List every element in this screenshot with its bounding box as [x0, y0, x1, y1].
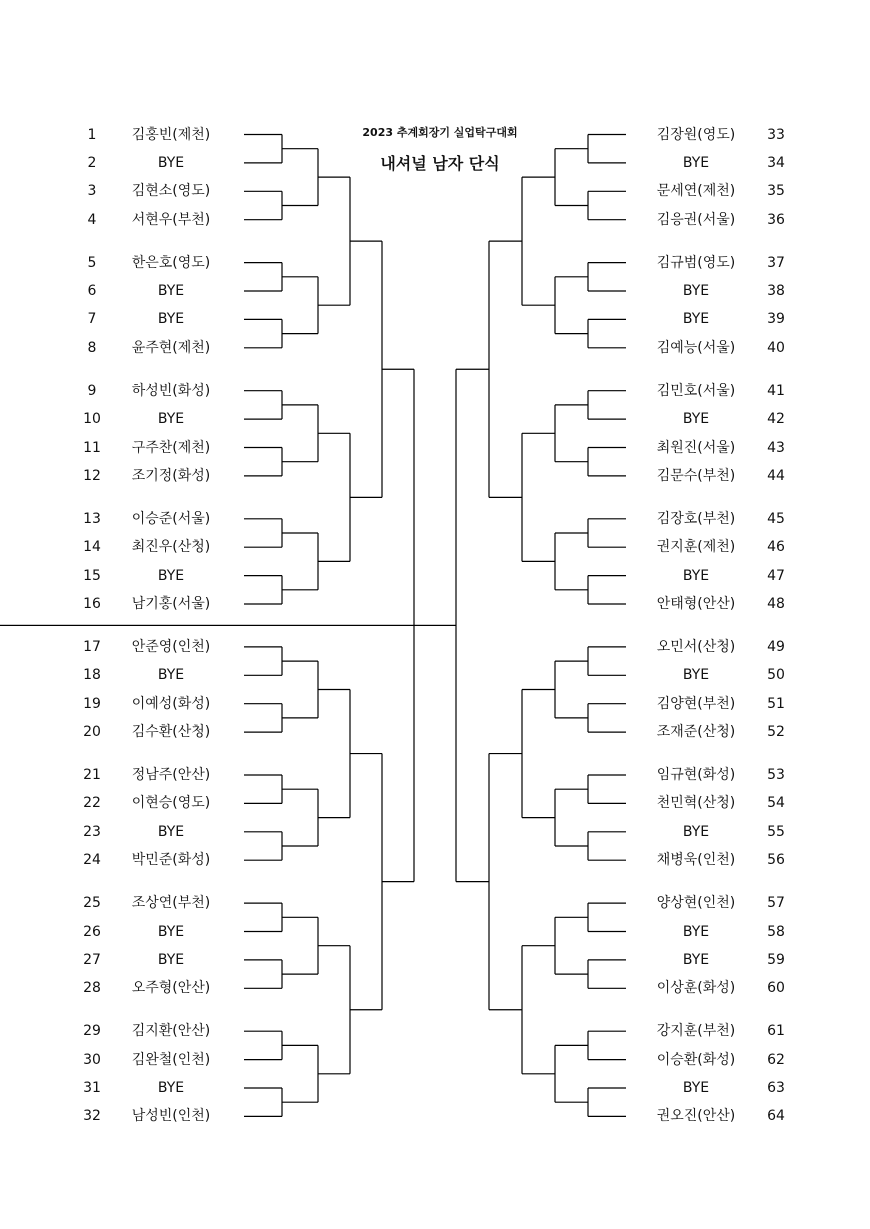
seed-number: 4 — [87, 211, 97, 228]
player-name: 김양현(부천) — [656, 695, 736, 712]
player-name: 김규범(영도) — [656, 254, 736, 271]
player-name: 이승준(서울) — [131, 510, 211, 527]
player-name: 김민호(서울) — [656, 382, 736, 399]
player-name: 양상현(인천) — [656, 895, 736, 912]
seed-number: 30 — [83, 1051, 101, 1068]
player-name: 김문수(부천) — [656, 467, 736, 484]
seed-number: 45 — [767, 510, 785, 527]
seed-number: 61 — [767, 1023, 785, 1040]
player-name: 이현승(영도) — [131, 795, 211, 812]
seed-number: 8 — [87, 339, 97, 356]
player-name: 정남주(안산) — [131, 767, 211, 783]
player-name: 서현우(부천) — [131, 211, 211, 228]
seed-number: 60 — [767, 980, 785, 997]
player-name: BYE — [157, 411, 185, 428]
seed-number: 18 — [83, 667, 101, 684]
tournament-title: 2023 추계회장기 실업탁구대회 — [362, 126, 518, 139]
seed-number: 16 — [83, 596, 101, 612]
seed-number: 5 — [87, 254, 97, 271]
player-name: 권지훈(제천) — [656, 539, 736, 556]
seed-number: 43 — [767, 439, 785, 456]
seed-number: 46 — [767, 539, 785, 556]
seed-number: 3 — [87, 183, 97, 200]
seed-number: 54 — [767, 795, 785, 812]
seed-number: 57 — [767, 895, 785, 912]
seed-number: 40 — [767, 339, 785, 356]
player-name: 김홍빈(제천) — [131, 126, 211, 143]
player-name: BYE — [682, 1080, 710, 1096]
seed-number: 2 — [87, 154, 97, 171]
seed-number: 11 — [83, 439, 101, 456]
seed-number: 35 — [767, 183, 785, 200]
player-name: 안준영(인천) — [131, 638, 211, 655]
player-name: 하성빈(화성) — [131, 382, 211, 399]
player-name: 구주찬(제천) — [131, 439, 211, 456]
player-name: 권오진(안산) — [656, 1108, 736, 1125]
player-name: BYE — [682, 567, 710, 584]
player-name: 김현소(영도) — [131, 183, 211, 200]
player-name: BYE — [682, 823, 710, 840]
seed-number: 12 — [83, 467, 101, 484]
player-name: 남기홍(서울) — [131, 596, 211, 612]
seed-number: 14 — [83, 539, 101, 556]
seed-number: 47 — [767, 567, 785, 584]
seed-number: 26 — [83, 923, 101, 940]
player-name: BYE — [157, 923, 185, 940]
seed-number: 42 — [767, 411, 785, 428]
seed-number: 19 — [83, 695, 101, 712]
seed-number: 59 — [767, 951, 785, 968]
player-name: 박민준(화성) — [131, 852, 211, 869]
player-name: BYE — [157, 311, 185, 328]
player-name: 윤주현(제천) — [131, 339, 211, 356]
player-name: 이예성(화성) — [131, 695, 211, 712]
player-name: BYE — [157, 667, 185, 684]
seed-number: 51 — [767, 695, 785, 712]
seed-number: 24 — [83, 852, 101, 869]
player-name: 김장원(영도) — [656, 126, 736, 143]
seed-number: 27 — [83, 951, 101, 968]
seed-number: 50 — [767, 667, 785, 684]
player-name: BYE — [157, 951, 185, 968]
seed-number: 63 — [767, 1080, 785, 1096]
seed-number: 48 — [767, 596, 785, 612]
seed-number: 28 — [83, 980, 101, 997]
player-name: BYE — [682, 283, 710, 299]
seed-number: 58 — [767, 923, 785, 940]
player-name: 김수환(산청) — [131, 724, 211, 741]
seed-number: 37 — [767, 254, 785, 271]
seed-number: 7 — [87, 311, 97, 328]
seed-number: 36 — [767, 211, 785, 228]
seed-number: 1 — [87, 126, 97, 143]
player-name: 조재준(산청) — [656, 724, 736, 741]
seed-number: 21 — [83, 767, 101, 783]
event-title: 내셔널 남자 단식 — [380, 154, 500, 173]
player-name: BYE — [157, 567, 185, 584]
seed-number: 39 — [767, 311, 785, 328]
seed-number: 34 — [767, 154, 785, 171]
player-name: 김장호(부천) — [656, 510, 736, 527]
player-name: 김완철(인천) — [131, 1051, 211, 1068]
player-name: 한은호(영도) — [131, 254, 211, 271]
player-name: 최진우(산청) — [131, 539, 211, 556]
player-name: 문세연(제천) — [656, 183, 736, 200]
player-name: 이승환(화성) — [656, 1051, 736, 1068]
seed-number: 44 — [767, 467, 785, 484]
player-name: BYE — [682, 154, 710, 171]
player-name: 채병욱(인천) — [656, 852, 736, 869]
seed-number: 23 — [83, 823, 101, 840]
seed-number: 29 — [83, 1023, 101, 1040]
seed-number: 10 — [83, 411, 101, 428]
seed-number: 9 — [87, 382, 97, 399]
seed-number: 53 — [767, 767, 785, 783]
seed-number: 41 — [767, 382, 785, 399]
player-name: 천민혁(산청) — [656, 795, 736, 812]
seed-number: 25 — [83, 895, 101, 912]
seed-number: 55 — [767, 823, 785, 840]
player-name: 김지환(안산) — [131, 1023, 211, 1040]
player-name: 남성빈(인천) — [131, 1108, 211, 1125]
seed-number: 13 — [83, 510, 101, 527]
player-name: 안태형(안산) — [656, 596, 736, 612]
player-name: BYE — [157, 1080, 185, 1096]
player-name: 김예능(서울) — [656, 339, 736, 356]
player-name: 이상훈(화성) — [656, 980, 736, 997]
seed-number: 22 — [83, 795, 101, 812]
seed-number: 38 — [767, 283, 785, 299]
player-name: 강지훈(부천) — [656, 1023, 736, 1040]
player-name: BYE — [157, 154, 185, 171]
player-name: 오민서(산청) — [656, 638, 736, 655]
seed-number: 52 — [767, 724, 785, 741]
seed-number: 64 — [767, 1108, 785, 1125]
seed-number: 62 — [767, 1051, 785, 1068]
player-name: BYE — [682, 923, 710, 940]
seed-number: 56 — [767, 852, 785, 869]
player-name: BYE — [682, 311, 710, 328]
seed-number: 49 — [767, 638, 785, 655]
player-name: 오주형(안산) — [131, 980, 211, 997]
seed-number: 20 — [83, 724, 101, 741]
seed-number: 31 — [83, 1080, 101, 1096]
player-name: BYE — [682, 667, 710, 684]
player-name: 최원진(서울) — [656, 439, 736, 456]
seed-number: 17 — [83, 638, 101, 655]
player-name: BYE — [682, 411, 710, 428]
player-name: BYE — [157, 283, 185, 299]
player-name: 임규현(화성) — [656, 767, 736, 783]
player-name: BYE — [682, 951, 710, 968]
player-name: 조기정(화성) — [131, 467, 211, 484]
seed-number: 33 — [767, 126, 785, 143]
player-name: BYE — [157, 823, 185, 840]
seed-number: 6 — [87, 283, 97, 299]
seed-number: 15 — [83, 567, 101, 584]
player-name: 김응권(서울) — [656, 211, 736, 228]
seed-number: 32 — [83, 1108, 101, 1125]
player-name: 조상연(부천) — [131, 895, 211, 912]
